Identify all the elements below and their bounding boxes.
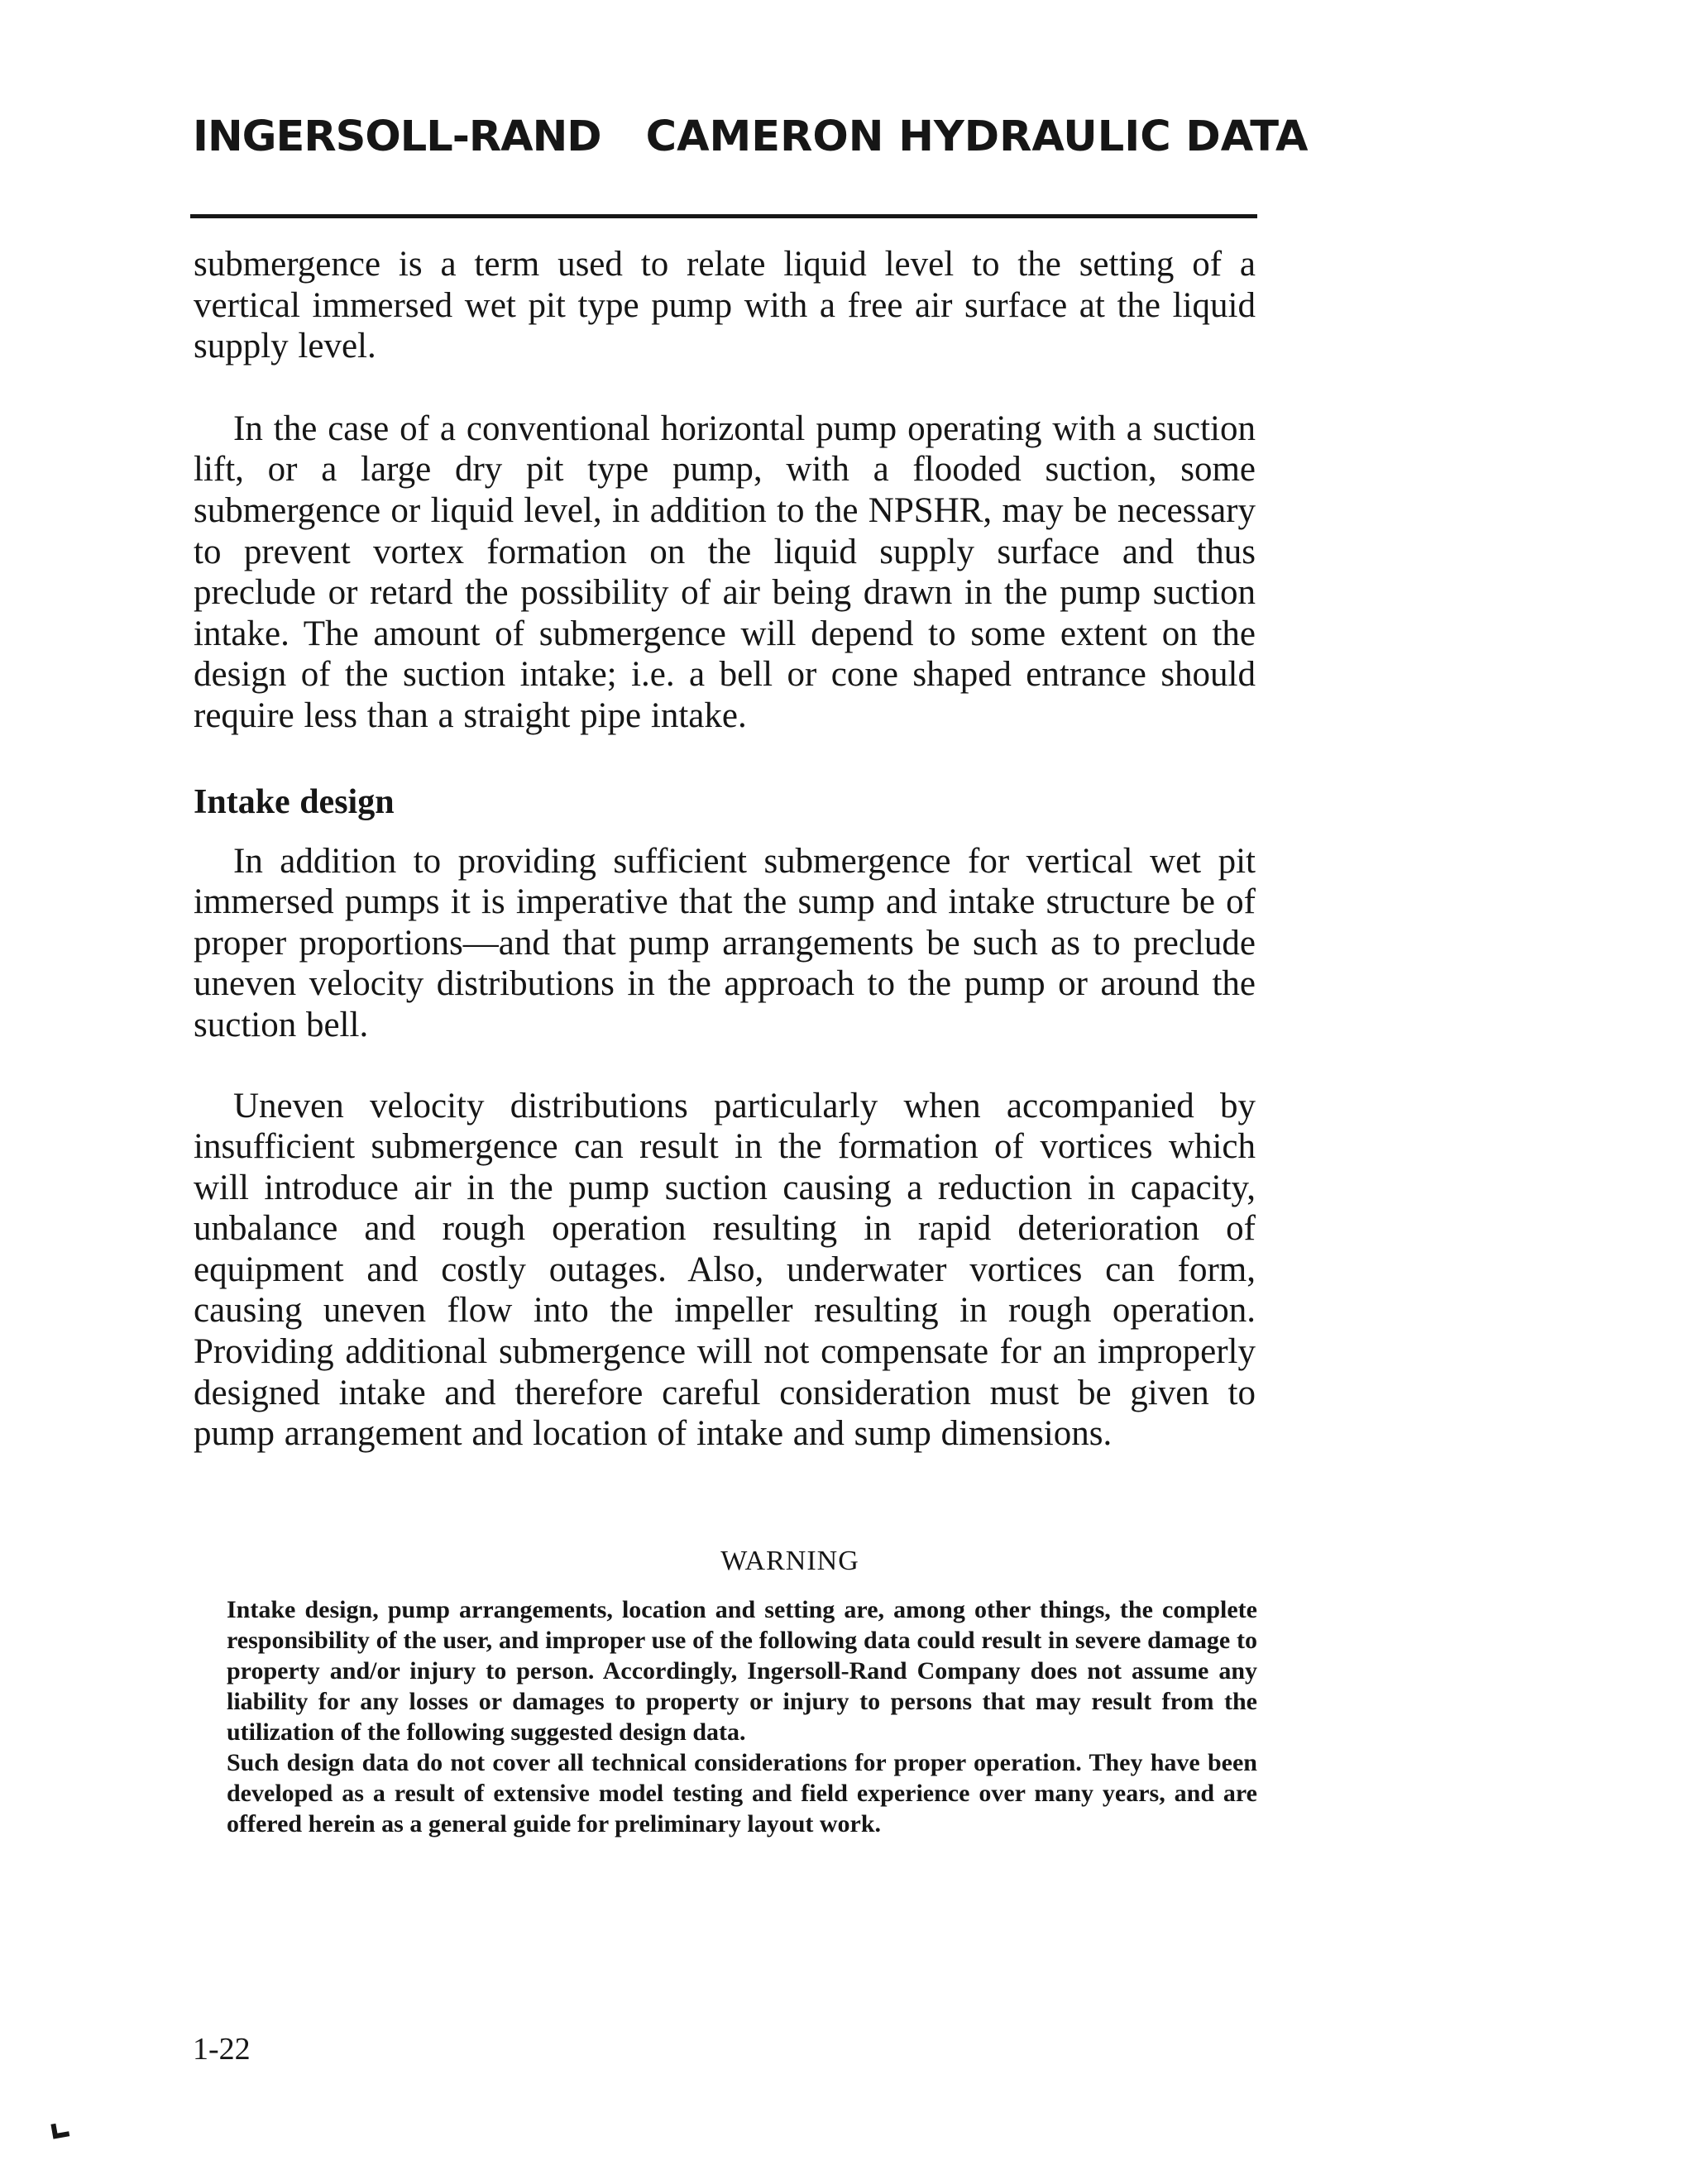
header-rule: [190, 214, 1257, 218]
paragraph-4: Uneven velocity distributions particularly when accompanied by insufficient submergence can result in the formation of vortices which will introduce air in the pump suction causing a reduction in capacity, unbalance and rough operation resulting in rapid deterioration of equipment and costly outages. Also, underwater vortices can form, causing uneven flow into the impeller resulting in rough operation. Providing additional submergence will not compensate for an improperly designed intake and therefore careful consideration must be given to pump arrangement and location of intake and sump dimensions.: [194, 1086, 1256, 1454]
header-title: CAMERON HYDRAULIC DATA: [645, 112, 1309, 161]
warning-box: [227, 1545, 1257, 1839]
paragraph-1: submergence is a term used to relate liquid level to the setting of a vertical immersed wet pit type pump with a free air surface at the liquid supply level.: [194, 245, 1256, 366]
paragraph-2: In the case of a conventional horizontal pump operating with a suction lift, or a large dry pit type pump, with a flooded suction, some submergence or liquid level, in addition to the NPSHR, may be necessary to prevent vortex formation on the liquid supply surface and thus preclude or retard the possibility of air being drawn in the pump suction intake. The amount of submergence will depend to some extent on the design of the suction intake; i.e. a bell or cone shaped entrance should require less than a straight pipe intake.: [194, 409, 1256, 735]
body-text: [194, 244, 1256, 1455]
paragraph-3: In addition to providing sufficient submergence for vertical wet pit immersed pumps it is imperative that the sump and intake structure be of proper proportions—and that pump arrangements be such as to preclude uneven velocity distributions in the approach to the pump or around the suction bell.: [194, 841, 1256, 1044]
corner-arrow-icon: [50, 2121, 70, 2141]
warning-paragraph-2: Such design data do not cover all technical considerations for proper operation. They have been developed as a result of extensive model testing and field experience over many years, and are offered herein as a general guide for preliminary layout work.: [227, 1749, 1257, 1838]
section-heading: Intake design: [194, 782, 395, 821]
warning-paragraph-1: Intake design, pump arrangements, location and setting are, among other things, the complete responsibility of the user, and improper use of the following data could result in severe damage to property and/or injury to person. Accordingly, Ingersoll-Rand Company does not assume any liability for any losses or damages to property or injury to persons that may result from the utilization of the following suggested design data.: [227, 1596, 1257, 1746]
header-brand: INGERSOLL-RAND: [193, 112, 601, 161]
page-number: 1-22: [193, 2032, 251, 2067]
page-header: [193, 112, 1309, 161]
warning-title: WARNING: [720, 1546, 859, 1576]
